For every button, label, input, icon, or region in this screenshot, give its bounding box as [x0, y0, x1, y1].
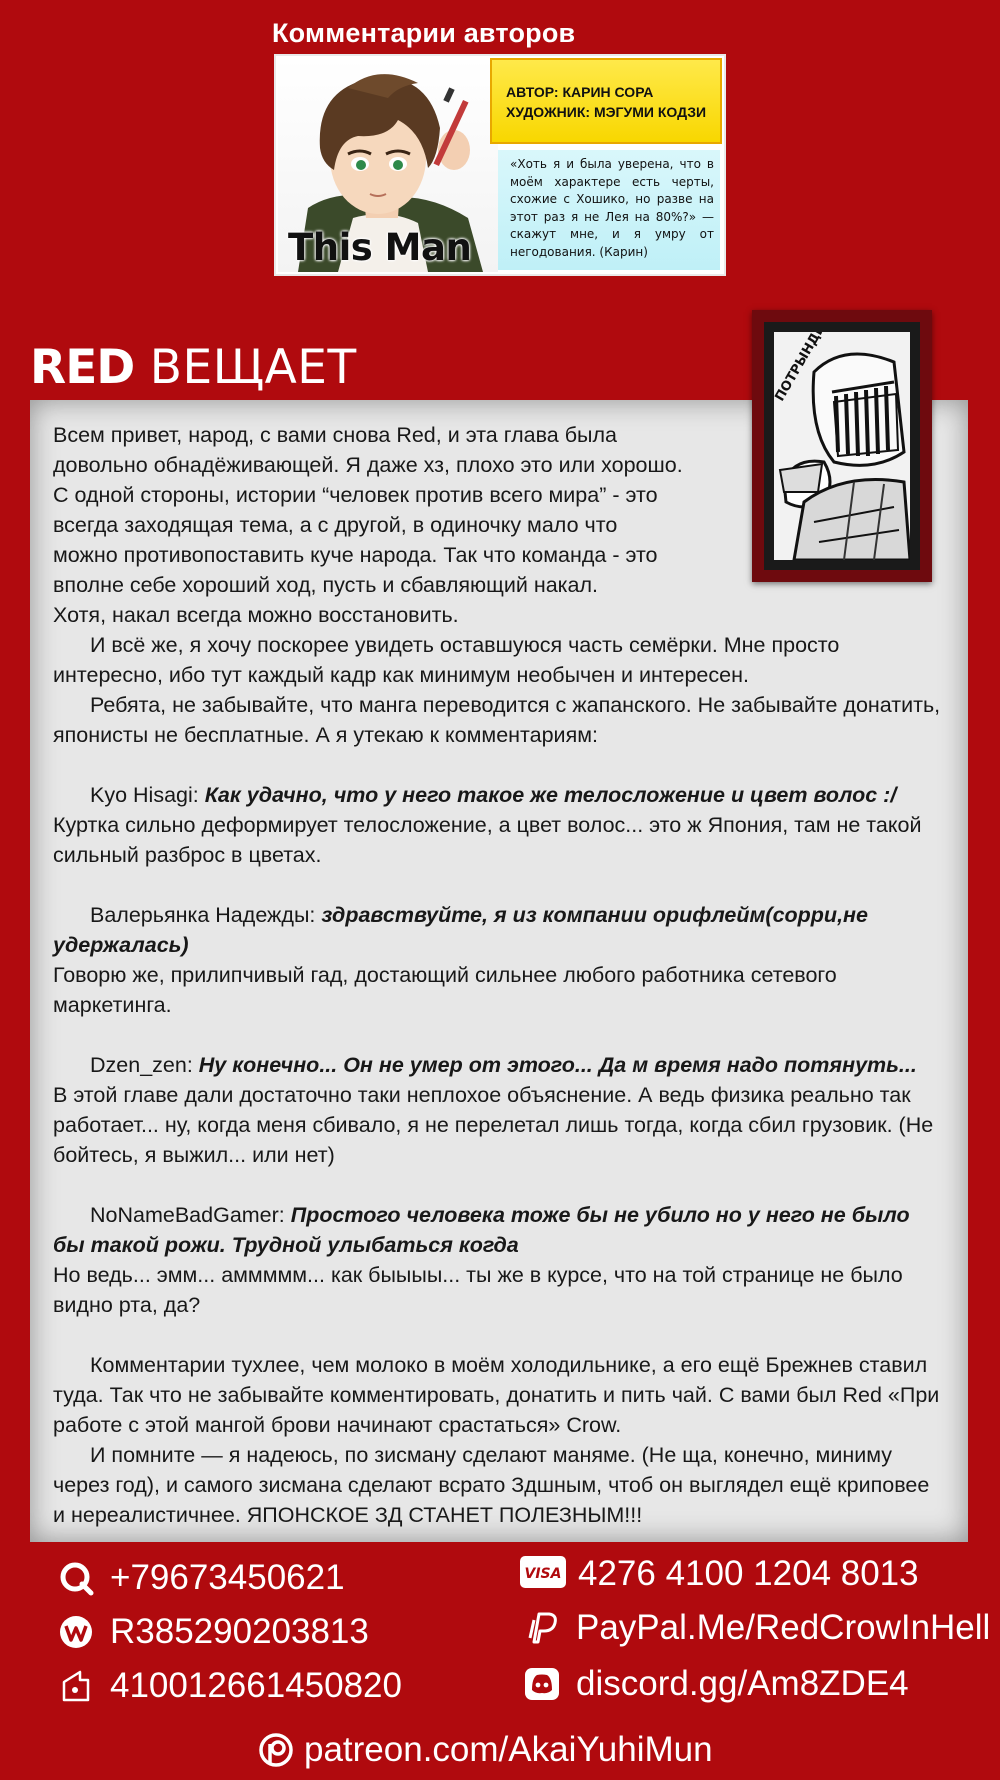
- header-subtitle: ВЕЩАЕТ: [149, 340, 357, 395]
- comment-user: Валерьянка Надежды:: [90, 903, 322, 927]
- discord-icon: [524, 1666, 560, 1702]
- intro-line: Всем привет, народ, с вами снова Red, и эта глава была: [53, 423, 617, 447]
- comment-user: NoNameBadGamer:: [90, 1203, 291, 1227]
- intro-line: С одной стороны, истории “человек против всего мира” - это: [53, 483, 658, 507]
- manga-title: This Man: [288, 226, 472, 269]
- intro-line: Хотя, накал всегда можно восстановить.: [53, 603, 459, 627]
- qiwi-number[interactable]: +79673450621: [110, 1558, 345, 1597]
- comment-user: Kyo Hisagi:: [90, 783, 205, 807]
- comment-3: [53, 1050, 941, 1080]
- yandex-row: [58, 1666, 402, 1706]
- paypal-link[interactable]: PayPal.Me/RedCrowInHell: [576, 1608, 991, 1647]
- intro-line: можно противопоставить куче народа. Так что команда - это: [53, 543, 658, 567]
- patreon-icon: [258, 1732, 294, 1768]
- patreon-row: [258, 1730, 713, 1770]
- yandex-money-icon: [58, 1668, 94, 1704]
- authors-title: Комментарии авторов: [272, 18, 576, 48]
- character-portrait: [278, 58, 498, 272]
- discord-row: [524, 1664, 909, 1704]
- comment-text: Ну конечно... Он не умер от этого... Да м время надо потянуть...: [198, 1053, 917, 1077]
- artist-line: ХУДОЖНИК: МЭГУМИ КОДЗИ: [506, 104, 707, 120]
- reply-1: Куртка сильно деформирует телосложение, а цвет волос... это ж Япония, там не такой сильный разброс в цветах.: [53, 813, 922, 867]
- paragraph-3: Ребята, не забывайте, что манга переводится с жапанского. Не забывайте донатить, японисты не бесплатные. А я утекаю к комментариям:: [53, 693, 941, 747]
- paypal-icon: [524, 1610, 560, 1646]
- comment-4: [53, 1200, 941, 1260]
- yandex-number[interactable]: 410012661450820: [110, 1666, 402, 1705]
- visa-icon: [520, 1556, 566, 1592]
- outro-1: Комментарии тухлее, чем молоко в моём холодильнике, а его ещё Брежнев ставил туда. Так что не забывайте комментировать, донатить и пить чай. С вами был Red «При работе с этой мангой брови начинают срастаться» Crow.: [53, 1353, 940, 1437]
- brand-red: RED: [30, 340, 135, 395]
- intro-line: довольно обнадёживающей. Я даже хз, плохо это или хорошо.: [53, 453, 683, 477]
- webmoney-icon: [58, 1614, 94, 1650]
- webmoney-row: [58, 1612, 369, 1652]
- reply-2: Говорю же, прилипчивый гад, достающий сильнее любого работника сетевого маркетинга.: [53, 963, 837, 1017]
- webmoney-number[interactable]: R385290203813: [110, 1612, 369, 1651]
- credits-box: [490, 58, 722, 144]
- discord-link[interactable]: discord.gg/Am8ZDE4: [576, 1664, 909, 1703]
- main-text: [53, 420, 941, 1530]
- paypal-row: [524, 1608, 990, 1648]
- comment-text: здравствуйте, я из компании орифлейм(сорри,не удержалась): [53, 903, 868, 957]
- paragraph-2: И всё же, я хочу поскорее увидеть оставшуюся часть семёрки. Мне просто интересно, ибо тут каждый кадр как минимум необычен и интересен.: [53, 633, 840, 687]
- visa-number[interactable]: 4276 4100 1204 8013: [578, 1554, 919, 1593]
- red-header: [30, 340, 357, 395]
- intro-line: всегда заходящая тема, а с другой, в одиночку мало что: [53, 513, 618, 537]
- qiwi-icon: [58, 1560, 94, 1596]
- intro-line: вполне себе хороший ход, пусть и сбавляющий накал.: [53, 573, 599, 597]
- outro-2: И помните — я надеюсь, по зисману сделают маняме. (Не ща, конечно, миниму через год), и самого зисмана сделают всрато Здшным, чтоб он выглядел ещё криповее и нереалистичнее. ЯПОНСКОЕ ЗД СТАНЕТ ПОЛЕЗНЫМ!!!: [53, 1443, 930, 1527]
- authors-card: [274, 54, 726, 276]
- comment-2: [53, 900, 941, 960]
- comment-user: Dzen_zen:: [90, 1053, 199, 1077]
- author-quote: «Хоть я и была уверена, что в моём характере есть черты, схожие с Хошико, но разве на этот раз я не Лея на 80%?» — скажут мне, и я умру от негодования. (Карин): [498, 150, 720, 270]
- author-line: АВТОР: КАРИН СОРА: [506, 84, 654, 100]
- comment-1: [53, 780, 941, 810]
- comment-text: Как удачно, что у него такое же телосложение и цвет волос :/: [204, 783, 897, 807]
- qiwi-row: [58, 1558, 345, 1598]
- visa-badge: VISA: [524, 1566, 562, 1582]
- reply-4: Но ведь... эмм... аммммм... как быыыы... ты же в курсе, что на той странице не было видно рта, да?: [53, 1263, 903, 1317]
- reply-3: В этой главе дали достаточно таки неплохое объяснение. А ведь физика реально так работает... ну, когда меня сбивало, я не перелетал лишь тогда, когда сбил грузовик. (Не бойтесь, я выжил... или нет): [53, 1083, 934, 1167]
- comment-text: Простого человека тоже бы не убило но у него не было бы такой рожи. Трудной улыбаться когда: [53, 1203, 910, 1257]
- patreon-link[interactable]: patreon.com/AkaiYuhiMun: [304, 1730, 713, 1769]
- visa-row: [520, 1554, 919, 1594]
